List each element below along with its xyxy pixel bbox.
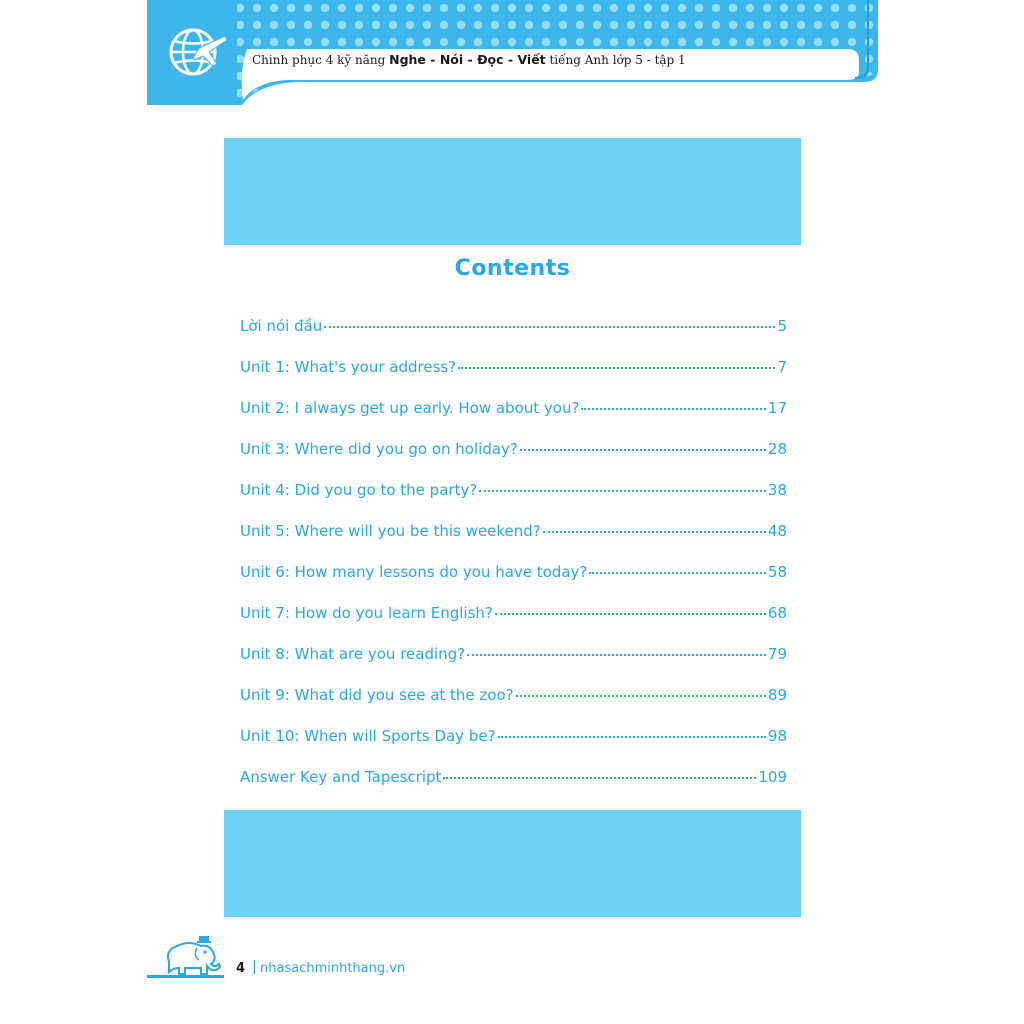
toc-item-page: 48 (767, 522, 787, 540)
page-number: 4 (236, 961, 246, 976)
elephant-icon (157, 934, 223, 978)
toc-leader-dots (543, 531, 766, 533)
toc-item-page: 28 (767, 440, 787, 458)
book-page (147, 0, 878, 1024)
toc-item-page: 38 (767, 481, 787, 499)
header-separator-3: - (503, 52, 518, 67)
toc-leader-dots (479, 490, 766, 492)
toc-leader-dots (467, 654, 766, 656)
toc-leader-dots (516, 695, 766, 697)
toc-item-page: 79 (767, 645, 787, 663)
toc-item-text: Unit 7: How do you learn English? (240, 604, 493, 622)
header-skill-listening: Nghe (389, 52, 426, 67)
toc-item-text: Unit 2: I always get up early. How about you? (240, 399, 580, 417)
toc-item (240, 481, 787, 522)
top-decorative-box (224, 138, 801, 245)
toc-item (240, 727, 787, 768)
header-title (252, 52, 852, 72)
toc-leader-dots (498, 736, 766, 738)
toc-item-text: Unit 3: Where did you go on holiday? (240, 440, 518, 458)
contents-title: Contents (454, 256, 571, 281)
toc-item-text: Unit 8: What are you reading? (240, 645, 466, 663)
toc-leader-dots (495, 613, 766, 615)
toc-item (240, 686, 787, 727)
header-skill-speaking: Nói (439, 52, 464, 67)
toc-item-text: Unit 10: When will Sports Day be? (240, 727, 496, 745)
toc-item-text: Answer Key and Tapescript (240, 768, 442, 786)
toc-item-page: 7 (777, 358, 787, 376)
toc-item (240, 358, 787, 399)
toc-item-page: 17 (767, 399, 787, 417)
toc-item-text: Unit 6: How many lessons do you have today? (240, 563, 588, 581)
toc-item-text: Lời nói đầu (240, 317, 323, 335)
bottom-decorative-box (224, 810, 801, 917)
toc-item-page: 5 (777, 317, 787, 335)
toc-leader-dots (324, 326, 775, 328)
toc-leader-dots (443, 777, 756, 779)
header-separator-2: - (463, 52, 478, 67)
toc-item (240, 440, 787, 481)
header-suffix: tiếng Anh lớp 5 - tập 1 (545, 53, 686, 67)
toc-item-text: Unit 1: What's your address? (240, 358, 457, 376)
toc-item (240, 563, 787, 604)
header-prefix: Chinh phục 4 kỹ năng (252, 53, 390, 67)
toc-leader-dots (589, 572, 766, 574)
toc-leader-dots (520, 449, 766, 451)
toc-item-page: 58 (767, 563, 787, 581)
toc-item (240, 317, 787, 358)
toc-item-page: 89 (767, 686, 787, 704)
toc-item-text: Unit 9: What did you see at the zoo? (240, 686, 514, 704)
globe-plane-icon (165, 18, 229, 82)
toc-leader-dots (581, 408, 765, 410)
table-of-contents (240, 317, 787, 809)
publisher-website: nhasachminhthang.vn (260, 961, 406, 976)
toc-item-text: Unit 4: Did you go to the party? (240, 481, 478, 499)
toc-leader-dots (458, 367, 775, 369)
toc-item (240, 604, 787, 645)
toc-item-page: 98 (767, 727, 787, 745)
toc-item (240, 645, 787, 686)
toc-item (240, 768, 787, 809)
header-skill-reading: Đọc (477, 52, 504, 67)
toc-item (240, 399, 787, 440)
header-skill-writing: Viết (517, 52, 546, 67)
toc-item-text: Unit 5: Where will you be this weekend? (240, 522, 541, 540)
header-separator-1: - (425, 52, 440, 67)
toc-item-page: 68 (767, 604, 787, 622)
toc-item (240, 522, 787, 563)
footer-separator: | (252, 959, 257, 975)
toc-item-page: 109 (758, 768, 787, 786)
